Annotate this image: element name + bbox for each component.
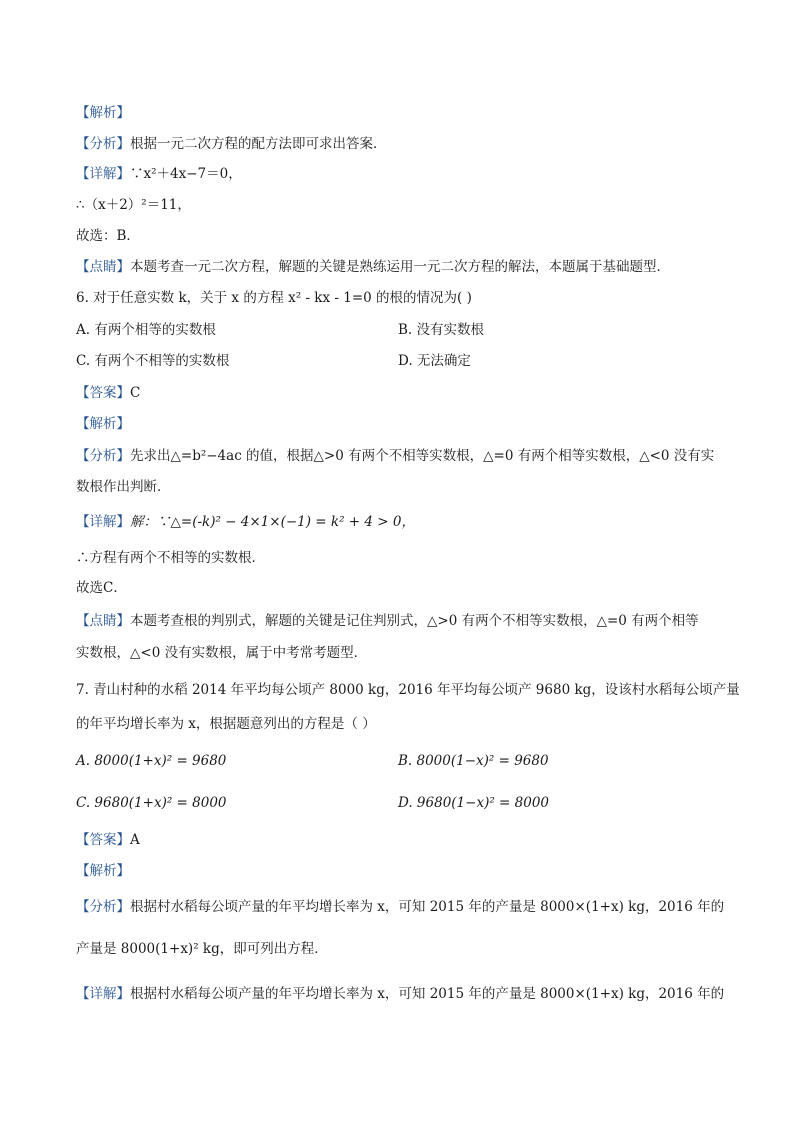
q7-question-line1: 7. 青山村种的水稻 2014 年平均每公顷产 8000 kg，2016 年平均每公顷产 9680 kg，设该村水稻每公顷产量	[76, 682, 740, 698]
q7-option-a: A. 8000(1+x)² = 9680	[76, 753, 227, 769]
q6-fenxi-text1: 先求出△=b²−4ac 的值，根据△>0 有两个不相等实数根，△=0 有两个相等实数根，△<0 没有实	[130, 448, 715, 464]
q7-question-line2: 的年平均增长率为 x，根据题意列出的方程是（ ）	[76, 716, 376, 732]
q6-answer	[76, 383, 140, 403]
q6-xiangjie	[76, 512, 415, 532]
q5-fenxi	[76, 134, 387, 154]
q6-dianjing-line1	[76, 611, 699, 631]
q6-question: 6. 对于任意实数 k，关于 x 的方程 x² - kx - 1=0 的根的情况为( )	[76, 290, 472, 306]
q6-fenxi-line1	[76, 446, 714, 466]
q6-fenxi-tag: 【分析】	[76, 448, 130, 464]
q5-xiangjie	[76, 164, 242, 184]
q7-xiangjie-tag: 【详解】	[76, 986, 130, 1002]
q5-xiangjie-text: ∵x²＋4x−7＝0，	[130, 166, 242, 182]
q6-answer-value: C	[130, 385, 141, 401]
q6-xiangjie-formula: 解：∵△=(-k)² − 4×1×(−1) = k² + 4 > 0，	[130, 514, 415, 530]
q5-choose: 故选：B．	[76, 228, 140, 244]
q5-xiangjie-tag: 【详解】	[76, 166, 130, 182]
q7-fenxi-line1	[76, 897, 724, 917]
q6-dianjing-text1: 本题考查根的判别式，解题的关键是记住判别式，△>0 有两个不相等实数根，△=0 有两个相等	[130, 613, 699, 629]
q5-fenxi-tag: 【分析】	[76, 136, 130, 152]
q7-xiangjie-text1: 根据村水稻每公顷产量的年平均增长率为 x，可知 2015 年的产量是 8000×(1+x) kg，2016 年的	[130, 986, 725, 1002]
q7-answer	[76, 830, 140, 850]
q6-dianjing-line2: 实数根，△<0 没有实数根，属于中考常考题型．	[76, 645, 368, 661]
q5-dianjing-tag: 【点睛】	[76, 259, 130, 275]
q5-step: ∴（x＋2）²＝11，	[76, 197, 191, 213]
q6-jiexi-tag: 【解析】	[76, 416, 130, 432]
q6-option-b: B. 没有实数根	[398, 322, 485, 338]
q7-xiangjie-line1	[76, 984, 724, 1004]
q7-option-d: D. 9680(1−x)² = 8000	[398, 795, 549, 811]
q5-jiexi-tag: 【解析】	[76, 105, 130, 121]
q7-jiexi-tag: 【解析】	[76, 863, 130, 879]
q6-option-c: C. 有两个不相等的实数根	[76, 353, 230, 369]
q7-fenxi-tag: 【分析】	[76, 899, 130, 915]
q5-fenxi-text: 根据一元二次方程的配方法即可求出答案．	[130, 136, 387, 152]
q6-answer-tag: 【答案】	[76, 385, 130, 401]
q7-answer-value: A	[130, 832, 140, 848]
q5-dianjing-text: 本题考查一元二次方程，解题的关键是熟练运用一元二次方程的解法，本题属于基础题型．	[130, 259, 670, 275]
q7-fenxi-line2: 产量是 8000(1+x)² kg，即可列出方程．	[76, 941, 328, 957]
q7-fenxi-text1: 根据村水稻每公顷产量的年平均增长率为 x，可知 2015 年的产量是 8000×(1+x) kg，2016 年的	[130, 899, 725, 915]
q6-option-a: A. 有两个相等的实数根	[76, 322, 216, 338]
q7-answer-tag: 【答案】	[76, 832, 130, 848]
q5-dianjing	[76, 257, 670, 277]
q6-conclusion: ∴方程有两个不相等的实数根．	[76, 550, 265, 566]
q6-option-d: D. 无法确定	[398, 353, 471, 369]
q6-dianjing-tag: 【点睛】	[76, 613, 130, 629]
q6-choose: 故选C．	[76, 580, 127, 596]
q7-option-b: B. 8000(1−x)² = 9680	[398, 753, 549, 769]
q7-option-c: C. 9680(1+x)² = 8000	[76, 795, 227, 811]
q6-xiangjie-tag: 【详解】	[76, 514, 130, 530]
q6-fenxi-line2: 数根作出判断．	[76, 479, 171, 495]
